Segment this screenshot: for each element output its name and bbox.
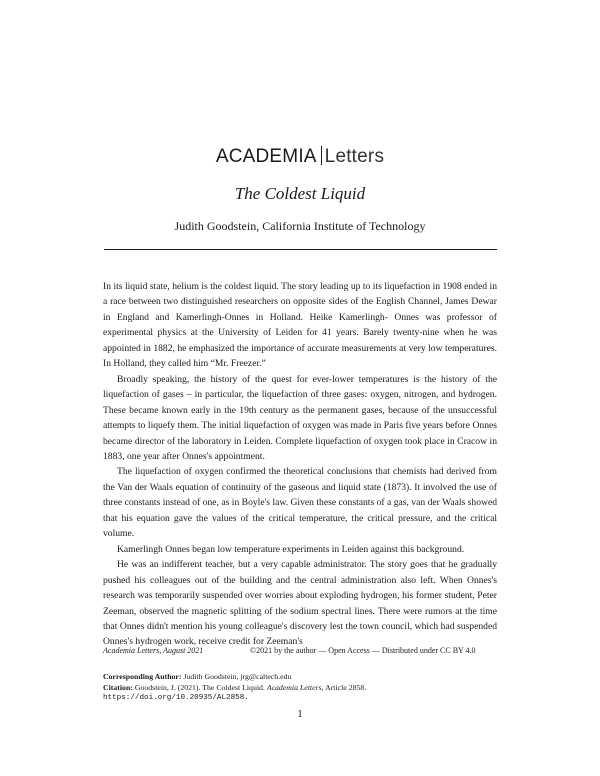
article-title: The Coldest Liquid [234, 184, 366, 203]
corresponding-value: Judith Goodstein, jrg@caltech.edu [183, 672, 292, 681]
paragraph: Broadly speaking, the history of the quest for ever-lower temperatures is the history of the liquefaction of gases – in particular, the liquefaction of three gases: oxygen, nitrogen, and hydrogen. These became known early in the 19th century as the permanent gases, because of the unsuccessful attempts to liquefy them. The initial liquefaction of oxygen was made in Paris five years before Onnes became director of the laboratory in Leiden. Complete liquefaction of oxygen took place in Cracow in 1883, one year after Onnes's appointment. [103, 373, 497, 462]
header-rule [104, 249, 497, 250]
citation-label: Citation: [103, 683, 133, 692]
corresponding-author [103, 671, 503, 682]
doi-link[interactable]: https://doi.org/10.20935/AL2858. [103, 694, 249, 702]
journal-brand: ACADEMIA [215, 146, 317, 167]
citation-journal: Academia Letters [266, 683, 322, 692]
corresponding-label: Corresponding Author: [103, 672, 182, 681]
masthead-divider [321, 146, 322, 165]
journal-masthead [0, 146, 600, 168]
article-metadata [103, 671, 503, 704]
paragraph: He was an indifferent teacher, but a very capable administrator. The story goes that he gradually pushed his colleagues out of the building and the central administration also left. When Onnes's research was temporarily suspended over worries about exploding hydrogen, his former student, Peter Zeeman, observed the magnetic splitting of the sodium spectral lines. There were rumors at the time that Onnes didn't mention his young colleague's discovery lest the town council, which had suspended Onnes's hydrogen work, receive credit for Zeeman's [103, 559, 497, 648]
citation-article: , Article 2858. [321, 683, 367, 692]
footer-license: ©2021 by the author — Open Access — Distributed under CC BY 4.0 [250, 646, 476, 655]
paragraph: The liquefaction of oxygen confirmed the theoretical conclusions that chemists had derived from the Van der Waals equation of continuity of the gaseous and liquid state (1873). It involved the use of three constants instead of one, as in Boyle's law. Given these constants of a gas, van der Waals showed that his equation gave the values of the critical temperature, the critical pressure, and the critical volume. [103, 466, 497, 540]
citation [103, 682, 503, 693]
article-body [103, 279, 497, 650]
footer-journal: Academia Letters, August 2021 [103, 646, 204, 655]
paragraph: Kamerlingh Onnes began low temperature experiments in Leiden against this background. [117, 543, 465, 555]
page-number: 1 [297, 708, 303, 720]
article-author: Judith Goodstein, California Institute of Technology [174, 219, 426, 233]
citation-text: Goodstein, J. (2021). The Coldest Liquid. [134, 683, 265, 692]
paragraph: In its liquid state, helium is the coldest liquid. The story leading up to its liquefaction in 1908 ended in a race between two distinguished researchers on opposite sides of the English Channel, James Dewar in England and Kamerlingh-Onnes in Holland. Heike Kamerlingh- Onnes was professor of experimental physics at the University of Leiden for 41 years. Barely twenty-nine when he was appointed in 1882, he emphasized the importance of accurate measurements at very low temperatures. In Holland, they called him “Mr. Freezer.” [103, 281, 497, 370]
journal-section: Letters [324, 146, 385, 167]
